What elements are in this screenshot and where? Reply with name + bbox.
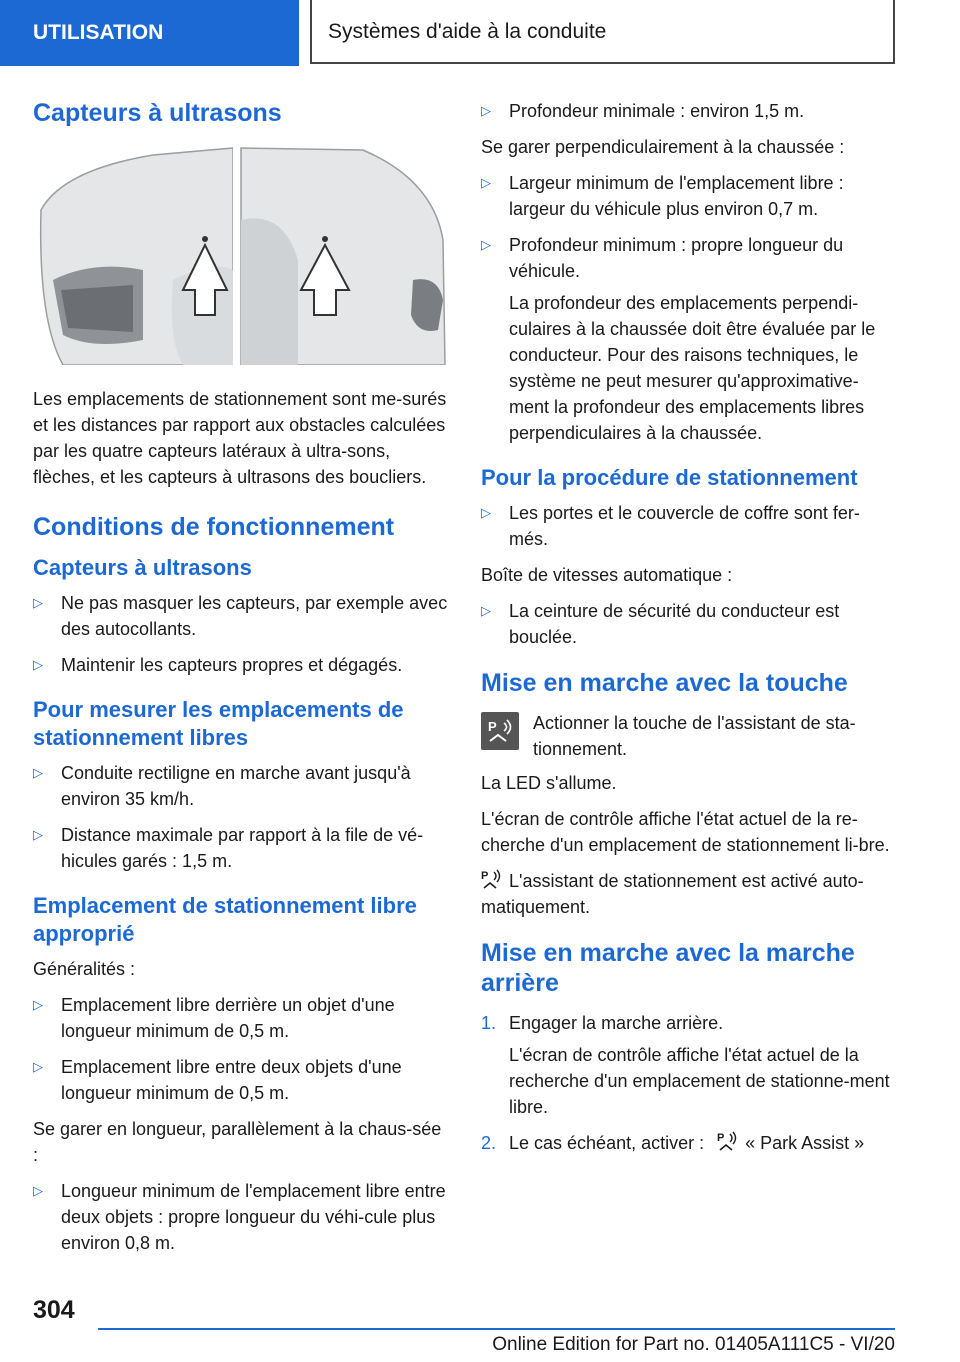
- svg-text:P: P: [481, 870, 489, 882]
- triangle-bullet-icon: [33, 822, 43, 848]
- list-item: ▷ Conduite rectiligne en marche avant jusqu'à environ 35 km/h.: [33, 760, 448, 812]
- triangle-bullet-icon: [481, 232, 491, 258]
- longueur-text: Se garer en longueur, parallèlement à la chaus-sée :: [33, 1119, 442, 1165]
- heading-capteurs: Capteurs à ultrasons: [33, 99, 282, 127]
- list-item: 2. Le cas échéant, activer : P « Park Assist »: [481, 1132, 865, 1153]
- list-item: ▷ Longueur minimum de l'emplacement libre entre deux objets : propre longueur du véhi-cule plus environ 0,8 m.: [33, 1178, 448, 1256]
- list-item: ▷ Maintenir les capteurs propres et dégagés.: [33, 652, 448, 678]
- right-column: [481, 98, 896, 1166]
- heading-procedure: Pour la procédure de stationnement: [481, 465, 858, 490]
- page-number: 304: [33, 1296, 75, 1324]
- ecran-text: L'écran de contrôle affiche l'état actuel de la re-cherche d'un emplacement de stationnement li-bre.: [481, 809, 890, 855]
- actionner-text: Actionner la touche de l'assistant de sta-tionnement.: [533, 713, 856, 759]
- triangle-bullet-icon: [481, 170, 491, 196]
- list-item: ▷ Distance maximale par rapport à la file de vé-hicules garés : 1,5 m.: [33, 822, 448, 874]
- depth-note: La profondeur des emplacements perpendi-culaires à la chaussée doit être évaluée par le conducteur. Pour des raisons techniques, le système ne peut mesurer qu'approximative-ment la profondeur des emplacements libres perpendiculaires à la chaussée.: [509, 293, 876, 443]
- heading-capteurs-2: Capteurs à ultrasons: [33, 555, 252, 580]
- left-column: [33, 98, 448, 1266]
- perpendicular-text: Se garer perpendiculairement à la chaussée :: [481, 137, 845, 157]
- page-header: [0, 0, 960, 66]
- triangle-bullet-icon: [481, 598, 491, 624]
- list-item: 1. Engager la marche arrière. L'écran de contrôle affiche l'état actuel de la recherche d'un emplacement de stationne-ment libre.: [481, 1010, 896, 1120]
- boite-text: Boîte de vitesses automatique :: [481, 565, 733, 585]
- park-assist-icon: [481, 868, 503, 890]
- sensor-illustration: [33, 140, 448, 365]
- triangle-bullet-icon: [33, 652, 43, 678]
- list-item: ▷ Profondeur minimum : propre longueur du véhicule. La profondeur des emplacements perpendi-culaires à la chaussée doit être évaluée par le conducteur. Pour des raisons techniques, le système ne peut mesurer qu'approximative-ment la profondeur des emplacements libres perpendiculaires à la chaussée.: [481, 232, 896, 446]
- triangle-bullet-icon: [481, 98, 491, 124]
- svg-text:P: P: [488, 719, 497, 734]
- active-text: P L'assistant de stationnement est activé auto-matiquement.: [481, 870, 864, 917]
- list-item: ▷ Largeur minimum de l'emplacement libre : largeur du véhicule plus environ 0,7 m.: [481, 170, 896, 222]
- list-item: ▷ Profondeur minimale : environ 1,5 m.: [481, 98, 896, 124]
- intro-paragraph: Les emplacements de stationnement sont me-surés et les distances par rapport aux obstacles calculées par les quatre capteurs latéraux à ultra-sons, flèches, et les capteurs à ultrasons des boucliers.: [33, 389, 447, 487]
- chapter-title: Systèmes d'aide à la conduite: [310, 0, 895, 64]
- park-assist-button-icon: [481, 712, 519, 750]
- actionner-row: [481, 710, 896, 762]
- heading-marche-arriere: Mise en marche avec la marche arrière: [481, 939, 855, 997]
- edition-footer: Online Edition for Part no. 01405A111C5 - VI/20: [492, 1334, 895, 1355]
- step1-note: L'écran de contrôle affiche l'état actuel de la recherche d'un emplacement de stationne-ment libre.: [509, 1045, 890, 1117]
- triangle-bullet-icon: [33, 590, 43, 616]
- section-tab: UTILISATION: [0, 0, 299, 66]
- triangle-bullet-icon: [33, 1178, 43, 1204]
- list-item: ▷ Ne pas masquer les capteurs, par exemple avec des autocollants.: [33, 590, 448, 642]
- heading-emplacement: Emplacement de stationnement libre approprié: [33, 893, 417, 946]
- footer-divider: [98, 1328, 895, 1330]
- triangle-bullet-icon: [481, 500, 491, 526]
- list-item: ▷ Les portes et le couvercle de coffre sont fer-més.: [481, 500, 896, 552]
- list-item: ▷ La ceinture de sécurité du conducteur est bouclée.: [481, 598, 896, 650]
- heading-touche: Mise en marche avec la touche: [481, 669, 848, 697]
- list-item: ▷ Emplacement libre derrière un objet d'une longueur minimum de 0,5 m.: [33, 992, 448, 1044]
- list-item: ▷ Emplacement libre entre deux objets d'une longueur minimum de 0,5 m.: [33, 1054, 448, 1106]
- triangle-bullet-icon: [33, 992, 43, 1018]
- heading-mesurer: Pour mesurer les emplacements de stationnement libres: [33, 697, 404, 750]
- generalites-text: Généralités :: [33, 959, 136, 979]
- svg-text:P: P: [717, 1132, 725, 1144]
- heading-conditions: Conditions de fonctionnement: [33, 513, 395, 541]
- triangle-bullet-icon: [33, 1054, 43, 1080]
- led-text: La LED s'allume.: [481, 773, 617, 793]
- triangle-bullet-icon: [33, 760, 43, 786]
- park-assist-icon: [717, 1130, 739, 1152]
